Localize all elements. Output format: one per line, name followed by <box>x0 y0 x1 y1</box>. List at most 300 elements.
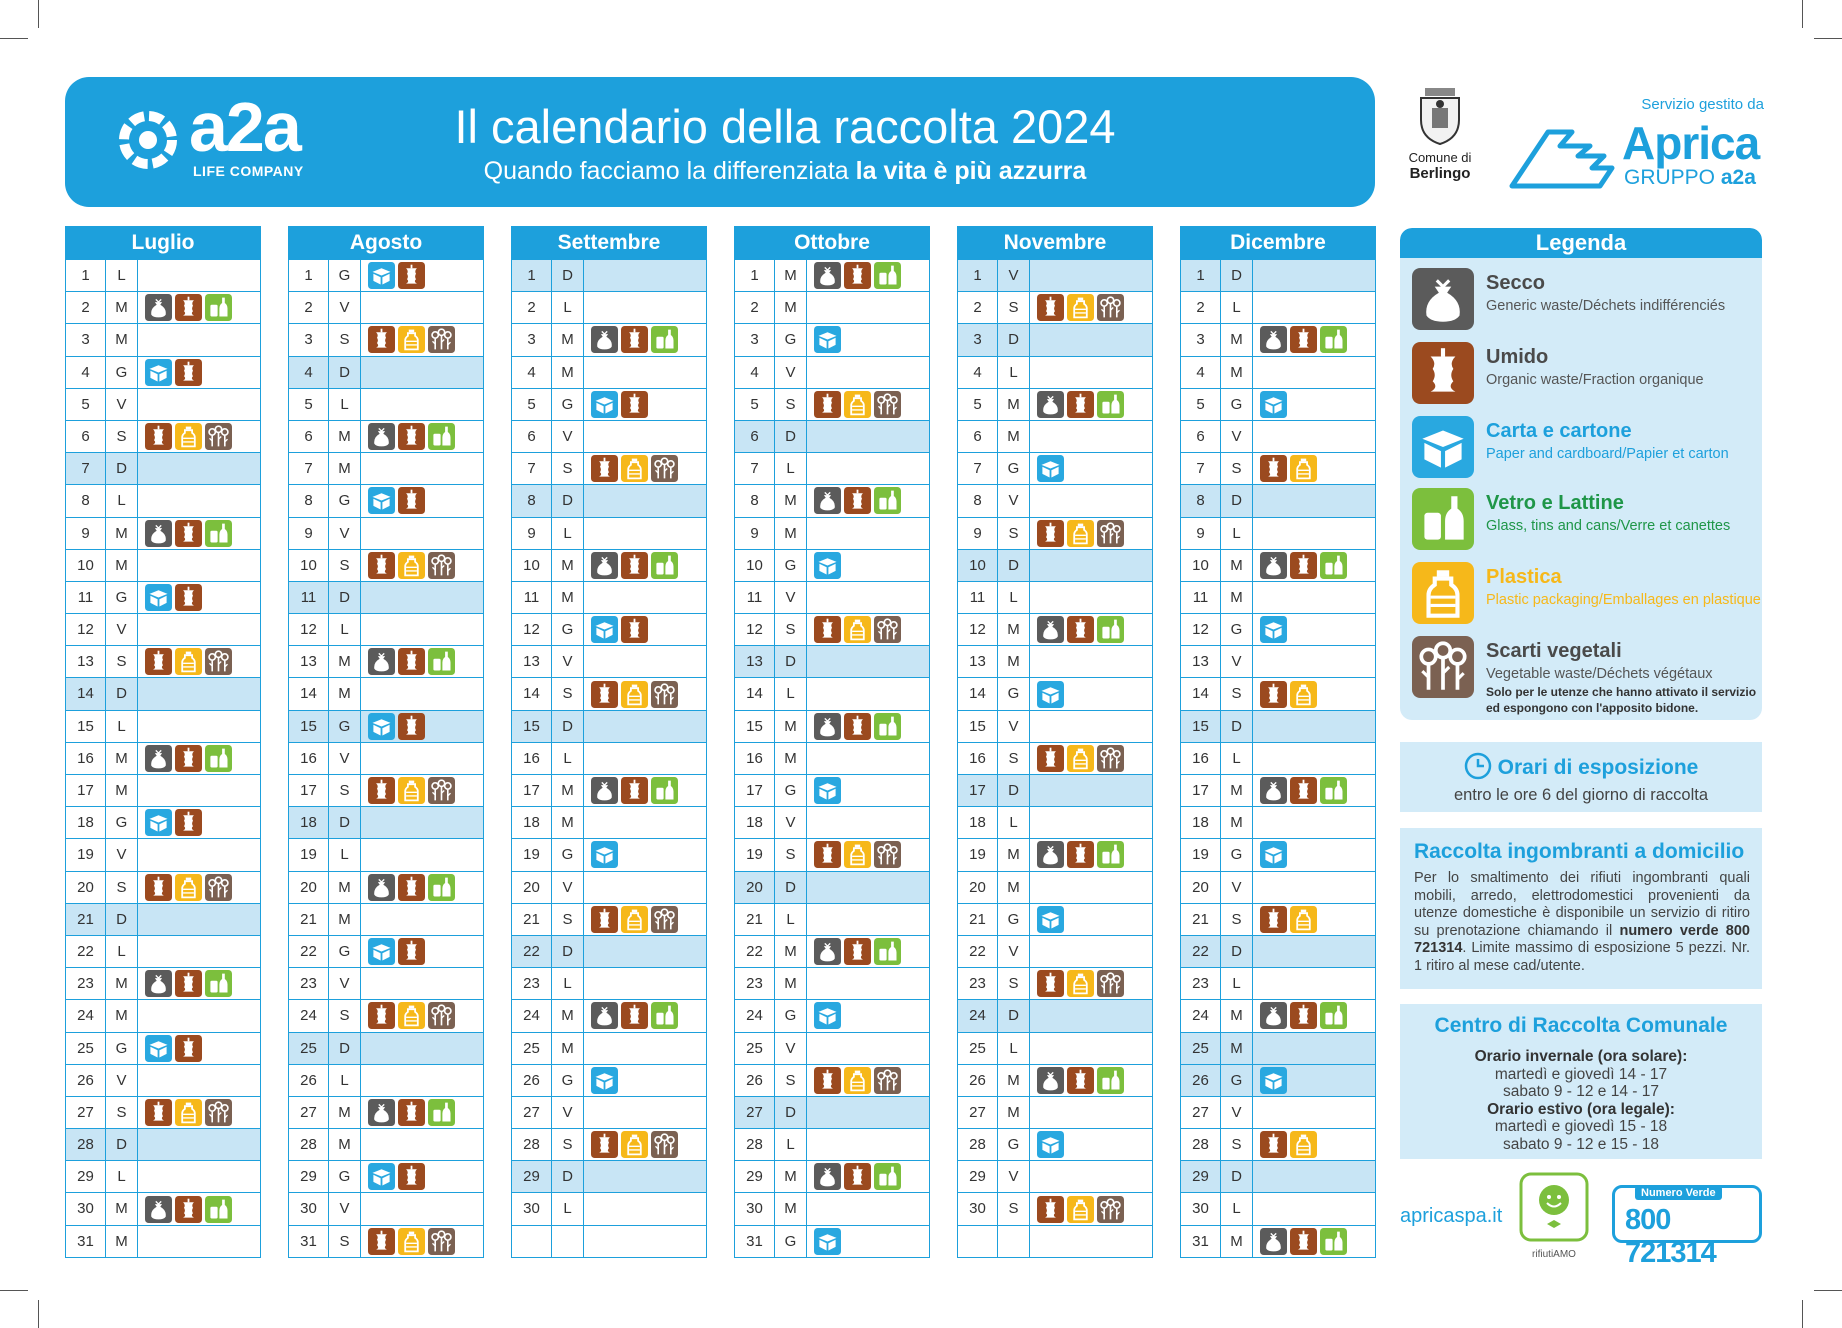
collection-icons <box>1253 1097 1375 1128</box>
day-row <box>958 838 1152 870</box>
legend-note: Solo per le utenze che hanno attivato il servizio ed espongono con l'apposito bidone. <box>1486 685 1757 715</box>
day-row <box>735 967 929 999</box>
day-number: 6 <box>958 421 998 452</box>
smiley-icon <box>1519 1172 1589 1242</box>
day-row <box>958 420 1152 452</box>
month-title: Agosto <box>289 227 483 259</box>
day-number: 18 <box>66 807 106 838</box>
day-number: 24 <box>66 1000 106 1031</box>
weekday-letter: M <box>552 550 584 581</box>
umido-apple-icon <box>591 455 618 482</box>
collection-icons <box>584 389 706 420</box>
collection-icons <box>807 1065 929 1096</box>
weekday-letter: M <box>106 1000 138 1031</box>
day-number: 1 <box>1181 260 1221 291</box>
collection-icons <box>138 485 260 516</box>
day-row <box>66 838 260 870</box>
collection-icons <box>138 968 260 999</box>
weekday-letter: L <box>329 839 361 870</box>
day-number: 1 <box>289 260 329 291</box>
weekday-letter: L <box>775 1129 807 1160</box>
day-row <box>735 420 929 452</box>
collection-icons <box>1030 1065 1152 1096</box>
weekday-letter: M <box>106 550 138 581</box>
rifiutiamo-logo <box>1518 1172 1590 1260</box>
day-number: 13 <box>289 646 329 677</box>
page-title: Il calendario della raccolta 2024 <box>454 100 1116 153</box>
weekday-letter: S <box>1221 453 1253 484</box>
collection-icons <box>1030 839 1152 870</box>
collection-icons <box>1030 1033 1152 1064</box>
collection-icons <box>1030 260 1152 291</box>
weekday-letter: M <box>552 1000 584 1031</box>
weekday-letter: V <box>329 1193 361 1224</box>
month-title: Settembre <box>512 227 706 259</box>
collection-icons <box>1253 485 1375 516</box>
day-row <box>1181 1064 1375 1096</box>
day-number: 10 <box>735 550 775 581</box>
weekday-letter: S <box>329 775 361 806</box>
day-row <box>66 356 260 388</box>
umido-apple-icon <box>814 1067 841 1094</box>
carta-box-icon <box>1037 906 1064 933</box>
weekday-letter: M <box>775 292 807 323</box>
day-number: 2 <box>66 292 106 323</box>
vetro-bottle-icon <box>651 777 678 804</box>
umido-apple-icon <box>368 777 395 804</box>
day-row <box>66 967 260 999</box>
collection-icons <box>584 260 706 291</box>
day-row <box>1181 645 1375 677</box>
collection-icons <box>807 775 929 806</box>
day-row <box>66 806 260 838</box>
day-number: 25 <box>66 1033 106 1064</box>
weekday-letter: G <box>1221 1065 1253 1096</box>
collection-icons <box>584 614 706 645</box>
day-number: 12 <box>66 614 106 645</box>
day-number: 31 <box>289 1226 329 1257</box>
collection-icons <box>361 324 483 355</box>
legend-item-desc: Glass, tins and cans/Verre et canettes <box>1486 518 1731 534</box>
day-number: 21 <box>958 904 998 935</box>
collection-icons <box>584 421 706 452</box>
day-number: 7 <box>958 453 998 484</box>
day-row <box>512 1225 706 1257</box>
legend-item-desc: Generic waste/Déchets indifférenciés <box>1486 298 1726 314</box>
collection-icons <box>1253 839 1375 870</box>
day-number: 18 <box>735 807 775 838</box>
month-settembre <box>511 226 707 1258</box>
collection-icons <box>584 936 706 967</box>
day-row <box>1181 452 1375 484</box>
secco-bag-icon <box>1260 1002 1287 1029</box>
collection-icons <box>584 453 706 484</box>
weekday-letter: D <box>106 904 138 935</box>
scarti-vegetali-icon <box>1097 520 1124 547</box>
umido-apple-icon <box>175 809 202 836</box>
plastica-bottle-icon <box>398 326 425 353</box>
website-link[interactable]: apricaspa.it <box>1400 1205 1503 1227</box>
umido-apple-icon <box>621 777 648 804</box>
secco-bag-icon <box>1260 777 1287 804</box>
centro-hours: Orario invernale (ora solare): martedì e giovedì 14 - 17 sabato 9 - 12 e 14 - 17 Orario estivo (ora legale): martedì e giovedì 15 - 18 sabato 9 - 12 e 15 - 18 <box>1474 1048 1688 1153</box>
collection-icons <box>138 550 260 581</box>
day-row <box>1181 1225 1375 1257</box>
umido-apple-icon <box>621 1002 648 1029</box>
collection-icons <box>1030 1000 1152 1031</box>
day-row <box>289 774 483 806</box>
collection-icons <box>1030 485 1152 516</box>
day-row <box>735 999 929 1031</box>
day-row <box>735 452 929 484</box>
collection-icons <box>1253 389 1375 420</box>
day-row <box>735 774 929 806</box>
weekday-letter: S <box>106 421 138 452</box>
carta-box-icon <box>1037 1131 1064 1158</box>
day-row <box>289 484 483 516</box>
collection-icons <box>1030 743 1152 774</box>
day-number: 19 <box>735 839 775 870</box>
collection-icons <box>584 807 706 838</box>
weekday-letter: L <box>329 614 361 645</box>
carta-box-icon <box>814 326 841 353</box>
collection-icons <box>807 518 929 549</box>
weekday-letter: G <box>329 485 361 516</box>
day-number: 6 <box>735 421 775 452</box>
collection-icons <box>361 1097 483 1128</box>
carta-box-icon <box>145 809 172 836</box>
day-row <box>512 1064 706 1096</box>
weekday-letter: S <box>329 1226 361 1257</box>
weekday-letter: G <box>775 550 807 581</box>
collection-icons <box>138 743 260 774</box>
weekday-letter: V <box>775 1033 807 1064</box>
weekday-letter: S <box>552 453 584 484</box>
vetro-bottle-icon <box>205 520 232 547</box>
weekday-letter: S <box>106 646 138 677</box>
scarti-vegetali-icon <box>1097 1196 1124 1223</box>
day-number: 19 <box>512 839 552 870</box>
umido-apple-icon <box>145 1099 172 1126</box>
day-number: 9 <box>289 518 329 549</box>
weekday-letter: M <box>106 775 138 806</box>
day-row <box>66 1192 260 1224</box>
weekday-letter: M <box>329 678 361 709</box>
collection-icons <box>1030 936 1152 967</box>
umido-apple-icon <box>175 1035 202 1062</box>
day-number: 30 <box>958 1193 998 1224</box>
day-row <box>512 999 706 1031</box>
plastica-bottle-icon <box>1067 294 1094 321</box>
umido-apple-icon <box>368 326 395 353</box>
weekday-letter: V <box>775 807 807 838</box>
day-number: 21 <box>735 904 775 935</box>
carta-box-icon <box>145 1035 172 1062</box>
day-number: 8 <box>66 485 106 516</box>
carta-box-icon <box>591 841 618 868</box>
numero-verde-box[interactable] <box>1612 1185 1762 1269</box>
legend-item-desc: Organic waste/Fraction organique <box>1486 372 1704 388</box>
day-row <box>66 323 260 355</box>
carta-box-icon <box>814 777 841 804</box>
day-number: 7 <box>1181 453 1221 484</box>
scarti-vegetali-icon <box>651 906 678 933</box>
plastica-bottle-icon <box>844 841 871 868</box>
collection-icons <box>807 1129 929 1160</box>
collection-icons <box>1253 357 1375 388</box>
secco-bag-icon <box>1037 1067 1064 1094</box>
day-number: 18 <box>289 807 329 838</box>
secco-bag-icon <box>145 745 172 772</box>
day-row <box>289 999 483 1031</box>
weekday-letter: M <box>775 968 807 999</box>
day-row <box>512 645 706 677</box>
collection-icons <box>138 1193 260 1224</box>
weekday-letter: G <box>329 260 361 291</box>
weekday-letter: L <box>1221 743 1253 774</box>
weekday-letter: M <box>329 421 361 452</box>
secco-bag-icon <box>814 713 841 740</box>
umido-apple-icon <box>175 584 202 611</box>
day-number: 24 <box>958 1000 998 1031</box>
umido-apple-icon <box>145 648 172 675</box>
umido-apple-icon <box>1260 455 1287 482</box>
collection-icons <box>138 260 260 291</box>
collection-icons <box>361 904 483 935</box>
collection-icons <box>584 550 706 581</box>
weekday-letter: V <box>998 936 1030 967</box>
day-row <box>512 1032 706 1064</box>
vetro-bottle-icon <box>1097 1067 1124 1094</box>
umido-apple-icon <box>398 487 425 514</box>
day-row <box>1181 259 1375 291</box>
weekday-letter: M <box>998 839 1030 870</box>
vetro-bottle-icon <box>651 552 678 579</box>
plastica-bottle-icon <box>398 1228 425 1255</box>
weekday-letter: G <box>998 453 1030 484</box>
day-row <box>1181 935 1375 967</box>
weekday-letter: V <box>552 646 584 677</box>
day-row <box>512 356 706 388</box>
day-number: 6 <box>66 421 106 452</box>
umido-apple-icon <box>844 938 871 965</box>
weekday-letter: D <box>329 1033 361 1064</box>
aprica-name: Aprica <box>1622 117 1760 169</box>
day-row <box>289 581 483 613</box>
weekday-letter: M <box>329 453 361 484</box>
day-row <box>1181 1160 1375 1192</box>
vetro-bottle-icon <box>1097 841 1124 868</box>
comune-name: Berlingo <box>1409 165 1471 182</box>
collection-icons <box>807 872 929 903</box>
collection-icons <box>138 582 260 613</box>
day-number: 28 <box>958 1129 998 1160</box>
weekday-letter: V <box>998 260 1030 291</box>
day-number: 30 <box>66 1193 106 1224</box>
plastica-bottle-icon <box>175 1099 202 1126</box>
day-row <box>958 452 1152 484</box>
weekday-letter: M <box>775 1193 807 1224</box>
collection-icons <box>807 678 929 709</box>
day-row <box>66 1032 260 1064</box>
umido-apple-icon <box>814 841 841 868</box>
collection-icons <box>807 324 929 355</box>
day-number: 27 <box>66 1097 106 1128</box>
weekday-letter: G <box>106 357 138 388</box>
collection-icons <box>584 292 706 323</box>
secco-bag-icon <box>591 326 618 353</box>
day-row <box>958 903 1152 935</box>
collection-icons <box>807 839 929 870</box>
day-row <box>512 1128 706 1160</box>
weekday-letter: S <box>552 904 584 935</box>
day-number: 17 <box>289 775 329 806</box>
collection-icons <box>584 839 706 870</box>
day-number: 16 <box>735 743 775 774</box>
day-number: 12 <box>1181 614 1221 645</box>
scarti-vegetali-icon <box>428 552 455 579</box>
collection-icons <box>1030 1161 1152 1192</box>
carta-box-icon <box>368 262 395 289</box>
weekday-letter: M <box>106 743 138 774</box>
collection-icons <box>807 550 929 581</box>
collection-icons <box>1253 582 1375 613</box>
umido-apple-icon <box>398 874 425 901</box>
day-row <box>735 645 929 677</box>
collection-icons <box>1030 550 1152 581</box>
day-number: 11 <box>1181 582 1221 613</box>
collection-icons <box>584 646 706 677</box>
day-number: 26 <box>289 1065 329 1096</box>
umido-apple-icon <box>398 648 425 675</box>
day-number: 22 <box>735 936 775 967</box>
collection-icons <box>1253 292 1375 323</box>
day-number: 4 <box>735 357 775 388</box>
weekday-letter: L <box>998 357 1030 388</box>
vetro-bottle-icon <box>874 1163 901 1190</box>
rifiutiamo-label: rifiutiAMO <box>1532 1249 1576 1260</box>
weekday-letter: M <box>1221 1000 1253 1031</box>
umido-apple-icon <box>591 1131 618 1158</box>
day-row <box>1181 903 1375 935</box>
vetro-bottle-icon <box>651 326 678 353</box>
month-title: Luglio <box>66 227 260 259</box>
day-number: 19 <box>1181 839 1221 870</box>
plastica-bottle-icon <box>1290 1131 1317 1158</box>
day-number: 24 <box>735 1000 775 1031</box>
weekday-letter: M <box>552 1033 584 1064</box>
collection-icons <box>1253 324 1375 355</box>
collection-icons <box>807 1097 929 1128</box>
weekday-letter: G <box>552 389 584 420</box>
scarti-vegetali-icon <box>874 1067 901 1094</box>
day-row <box>958 677 1152 709</box>
collection-icons <box>1253 453 1375 484</box>
crop-mark <box>1802 1300 1803 1328</box>
day-row <box>1181 484 1375 516</box>
weekday-letter: G <box>106 582 138 613</box>
collection-icons <box>1253 1000 1375 1031</box>
day-number: 20 <box>512 872 552 903</box>
day-number: 4 <box>66 357 106 388</box>
day-row <box>958 323 1152 355</box>
collection-icons <box>1030 389 1152 420</box>
day-row <box>1181 710 1375 742</box>
secco-bag-icon <box>1412 268 1474 330</box>
day-row <box>958 806 1152 838</box>
collection-icons <box>584 1226 706 1257</box>
weekday-letter: L <box>1221 518 1253 549</box>
day-row <box>735 1096 929 1128</box>
day-number: 5 <box>512 389 552 420</box>
umido-apple-icon <box>1290 1228 1317 1255</box>
collection-icons <box>138 453 260 484</box>
collection-icons <box>361 678 483 709</box>
weekday-letter: M <box>998 872 1030 903</box>
collection-icons <box>138 678 260 709</box>
weekday-letter: V <box>998 485 1030 516</box>
collection-icons <box>1030 518 1152 549</box>
day-number: 29 <box>289 1161 329 1192</box>
day-row <box>1181 549 1375 581</box>
day-number: 15 <box>958 711 998 742</box>
day-number: 21 <box>66 904 106 935</box>
day-number: 17 <box>512 775 552 806</box>
weekday-letter: L <box>329 1065 361 1096</box>
day-number: 4 <box>512 357 552 388</box>
collection-icons <box>1030 775 1152 806</box>
collection-icons <box>361 1226 483 1257</box>
umido-apple-icon <box>621 552 648 579</box>
secco-bag-icon <box>814 1163 841 1190</box>
day-row <box>512 838 706 870</box>
umido-apple-icon <box>175 745 202 772</box>
day-number: 6 <box>512 421 552 452</box>
weekday-letter: D <box>775 421 807 452</box>
legend-item-name: Umido <box>1486 346 1549 368</box>
day-number: 27 <box>958 1097 998 1128</box>
day-number: 17 <box>735 775 775 806</box>
carta-box-icon <box>814 1002 841 1029</box>
scarti-vegetali-icon <box>428 1002 455 1029</box>
legend-item-name: Plastica <box>1486 566 1562 588</box>
weekday-letter: D <box>1221 1161 1253 1192</box>
collection-icons <box>361 292 483 323</box>
weekday-letter: M <box>106 292 138 323</box>
collection-icons <box>1030 968 1152 999</box>
plastica-bottle-icon <box>1412 562 1474 624</box>
day-number: 15 <box>66 711 106 742</box>
scarti-vegetali-icon <box>1412 636 1474 698</box>
header-banner <box>65 77 1375 207</box>
day-number: 26 <box>1181 1065 1221 1096</box>
day-number: 26 <box>735 1065 775 1096</box>
weekday-letter: D <box>775 1097 807 1128</box>
umido-apple-icon <box>398 1163 425 1190</box>
day-number: 5 <box>1181 389 1221 420</box>
day-number <box>512 1226 552 1257</box>
day-row <box>958 613 1152 645</box>
plastica-bottle-icon <box>398 1002 425 1029</box>
day-number: 30 <box>512 1193 552 1224</box>
day-number: 23 <box>66 968 106 999</box>
umido-apple-icon <box>398 938 425 965</box>
weekday-letter: D <box>998 550 1030 581</box>
umido-apple-icon <box>1037 294 1064 321</box>
secco-bag-icon <box>145 970 172 997</box>
umido-apple-icon <box>621 391 648 418</box>
collection-icons <box>1253 1065 1375 1096</box>
